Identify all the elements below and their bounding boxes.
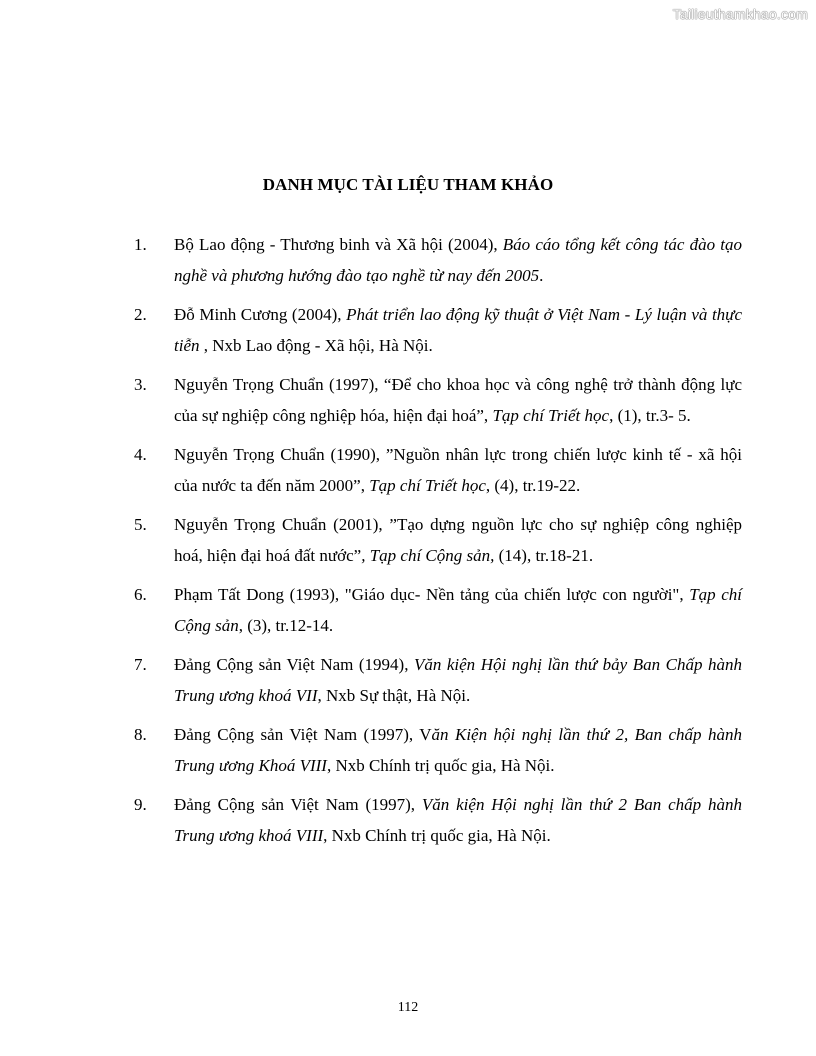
- reference-number: 2.: [134, 305, 147, 324]
- reference-details: , Nxb Chính trị quốc gia, Hà Nội.: [323, 826, 551, 845]
- reference-number: 8.: [134, 725, 147, 744]
- reference-title: Tạp chí Triết học: [369, 476, 486, 495]
- reference-text: Đỗ Minh Cương (2004),: [174, 305, 347, 324]
- reference-item: [134, 579, 742, 641]
- reference-number: 3.: [134, 375, 147, 394]
- reference-title: , Tạp chí Cộng sản,: [361, 546, 495, 565]
- reference-text: Đảng Cộng sản Việt Nam (1997),: [174, 795, 422, 814]
- reference-title: Báo cáo tổng kết công tác đào tạo nghề và phương hướng đào tạo nghề từ nay đến 2005: [174, 235, 742, 285]
- reference-details: , Nxb Lao động - Xã hội, Hà Nội.: [199, 336, 433, 355]
- reference-number: 9.: [134, 795, 147, 814]
- reference-number: 6.: [134, 585, 147, 604]
- reference-text: Nguyễn Trọng Chuẩn (1997), “Để cho khoa học và công nghệ trở thành động lực của sự nghiệp công nghiệp hóa, hiện đại hoá”,: [174, 375, 742, 425]
- reference-item: [134, 439, 742, 501]
- reference-title: Văn kiện Hội nghị lần thứ bảy Ban Chấp hành Trung ương khoá VII: [174, 655, 742, 705]
- page-number: 112: [397, 1000, 419, 1015]
- reference-details: , (4), tr.19-22.: [485, 476, 581, 495]
- reference-title: ăn Kiện hội nghị lần thứ 2, Ban chấp hành Trung ương Khoá VIII: [174, 725, 742, 775]
- reference-item: [134, 789, 742, 851]
- reference-number: 4.: [134, 445, 147, 464]
- page-title: DANH MỤC TÀI LIỆU THAM KHẢO: [262, 175, 554, 194]
- reference-title: Phát triển lao động kỹ thuật ở Việt Nam - Lý luận và thực tiễn: [174, 305, 743, 355]
- reference-details: , Nxb Sự thật, Hà Nội.: [317, 686, 471, 705]
- reference-details: , (1), tr.3- 5.: [609, 406, 691, 425]
- reference-text: Nguyễn Trọng Chuẩn (1990), ”Nguồn nhân lực trong chiến lược kinh tế - xã hội của nước ta đến năm 2000”,: [174, 445, 742, 495]
- reference-text: Phạm Tất Dong (1993), "Giáo dục- Nền tảng của chiến lược con người",: [174, 585, 690, 604]
- reference-number: 7.: [134, 655, 147, 674]
- reference-item: [134, 229, 742, 291]
- reference-item: [134, 299, 742, 361]
- reference-title: Tạp chí Triết học: [492, 406, 610, 425]
- reference-details: , (3), tr.12-14.: [238, 616, 334, 635]
- reference-details: , Nxb Chính trị quốc gia, Hà Nội.: [326, 756, 555, 775]
- reference-title: Văn kiện Hội nghị lần thứ 2 Ban chấp hành Trung ương khoá VIII: [174, 795, 742, 845]
- reference-item: [134, 509, 742, 571]
- reference-item: [134, 649, 742, 711]
- reference-text: Đảng Cộng sản Việt Nam (1994),: [174, 655, 414, 674]
- reference-title: Tạp chí Cộng sản: [174, 585, 742, 635]
- reference-text: Bộ Lao động - Thương binh và Xã hội (2004),: [174, 235, 503, 254]
- watermark: Tailieuthamkhao.com: [672, 6, 808, 22]
- reference-item: [134, 719, 742, 781]
- reference-number: 5.: [134, 515, 147, 534]
- reference-text: Nguyễn Trọng Chuẩn (2001), ”Tạo dựng nguồn lực cho sự nghiệp công nghiệp hoá, hiện đại hoá đất nước”: [174, 515, 742, 565]
- reference-text: Đảng Cộng sản Việt Nam (1997), V: [174, 725, 432, 744]
- reference-details: (14), tr.18-21.: [494, 546, 594, 565]
- reference-number: 1.: [134, 235, 147, 254]
- reference-list: [134, 229, 742, 859]
- reference-details: .: [539, 266, 544, 285]
- reference-item: [134, 369, 742, 431]
